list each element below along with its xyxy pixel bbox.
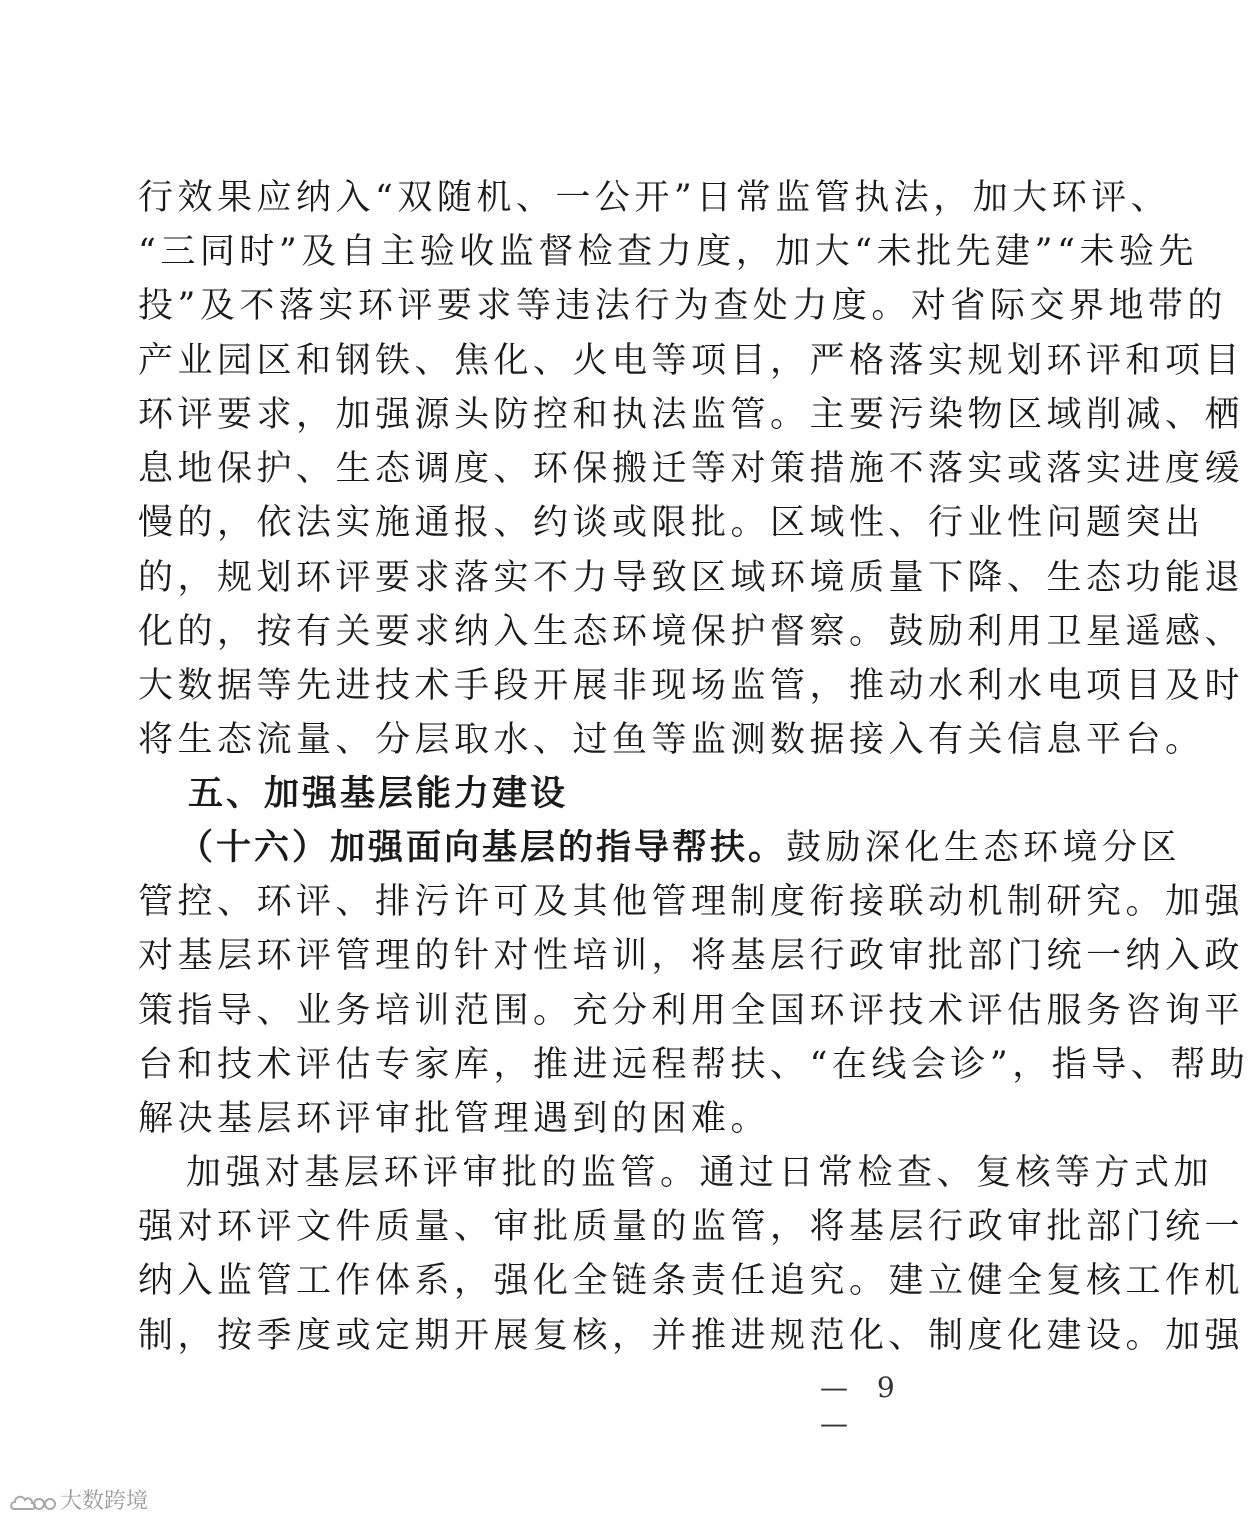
text-line: 将生态流量、分层取水、过鱼等监测数据接入有关信息平台。 bbox=[138, 720, 1205, 760]
text-fragment: 鼓励深化生态环境分区 bbox=[786, 828, 1182, 868]
text-line: 产业园区和钢铁、焦化、火电等项目，严格落实规划环评和项目 bbox=[138, 341, 1245, 381]
text-line: “三同时”及自主验收监督检查力度，加大“未批先建”“未验先 bbox=[138, 232, 1198, 272]
text-line: 的，规划环评要求落实不力导致区域环境质量下降、生态功能退 bbox=[138, 558, 1245, 598]
text-line: 慢的，依法实施通报、约谈或限批。区域性、行业性问题突出 bbox=[138, 503, 1205, 543]
section-heading: 五、加强基层能力建设 bbox=[188, 774, 569, 814]
text-line: 纳入监管工作体系，强化全链条责任追究。建立健全复核工作机 bbox=[138, 1261, 1245, 1301]
page-number: — 9 — bbox=[820, 1371, 905, 1440]
watermark bbox=[8, 1486, 148, 1518]
text-line: 环评要求，加强源头防控和执法监管。主要污染物区域削减、栖 bbox=[138, 395, 1245, 435]
text-line: 息地保护、生态调度、环保搬迁等对策措施不落实或落实进度缓 bbox=[138, 449, 1245, 489]
text-line: 台和技术评估专家库，推进远程帮扶、“在线会诊”，指导、帮助 bbox=[138, 1045, 1249, 1085]
text-line: 行效果应纳入“双随机、一公开”日常监管执法，加大环评、 bbox=[138, 178, 1171, 218]
text-line: 化的，按有关要求纳入生态环境保护督察。鼓励利用卫星遥感、 bbox=[138, 612, 1245, 652]
watermark-text: 大数跨境 bbox=[60, 1489, 149, 1514]
cloud-logo-icon bbox=[8, 1489, 56, 1515]
text-line: 对基层环评管理的针对性培训，将基层行政审批部门统一纳入政 bbox=[138, 936, 1245, 976]
text-line: 制，按季度或定期开展复核，并推进规范化、制度化建设。加强 bbox=[138, 1316, 1245, 1356]
text-line: 强对环评文件质量、审批质量的监管，将基层行政审批部门统一 bbox=[138, 1207, 1245, 1247]
text-line-lead bbox=[178, 826, 1182, 870]
subsection-title: （十六）加强面向基层的指导帮扶。 bbox=[178, 828, 787, 868]
text-line: 加强对基层环评审批的监管。通过日常检查、复核等方式加 bbox=[186, 1153, 1214, 1193]
text-line: 大数据等先进技术手段开展非现场监管，推动水利水电项目及时 bbox=[138, 666, 1245, 706]
text-line: 投”及不落实环评要求等违法行为查处力度。对省际交界地带的 bbox=[138, 286, 1227, 326]
text-line: 策指导、业务培训范围。充分利用全国环评技术评估服务咨询平 bbox=[138, 991, 1245, 1031]
text-line: 管控、环评、排污许可及其他管理制度衔接联动机制研究。加强 bbox=[138, 882, 1245, 922]
text-line: 解决基层环评审批管理遇到的困难。 bbox=[138, 1099, 771, 1139]
